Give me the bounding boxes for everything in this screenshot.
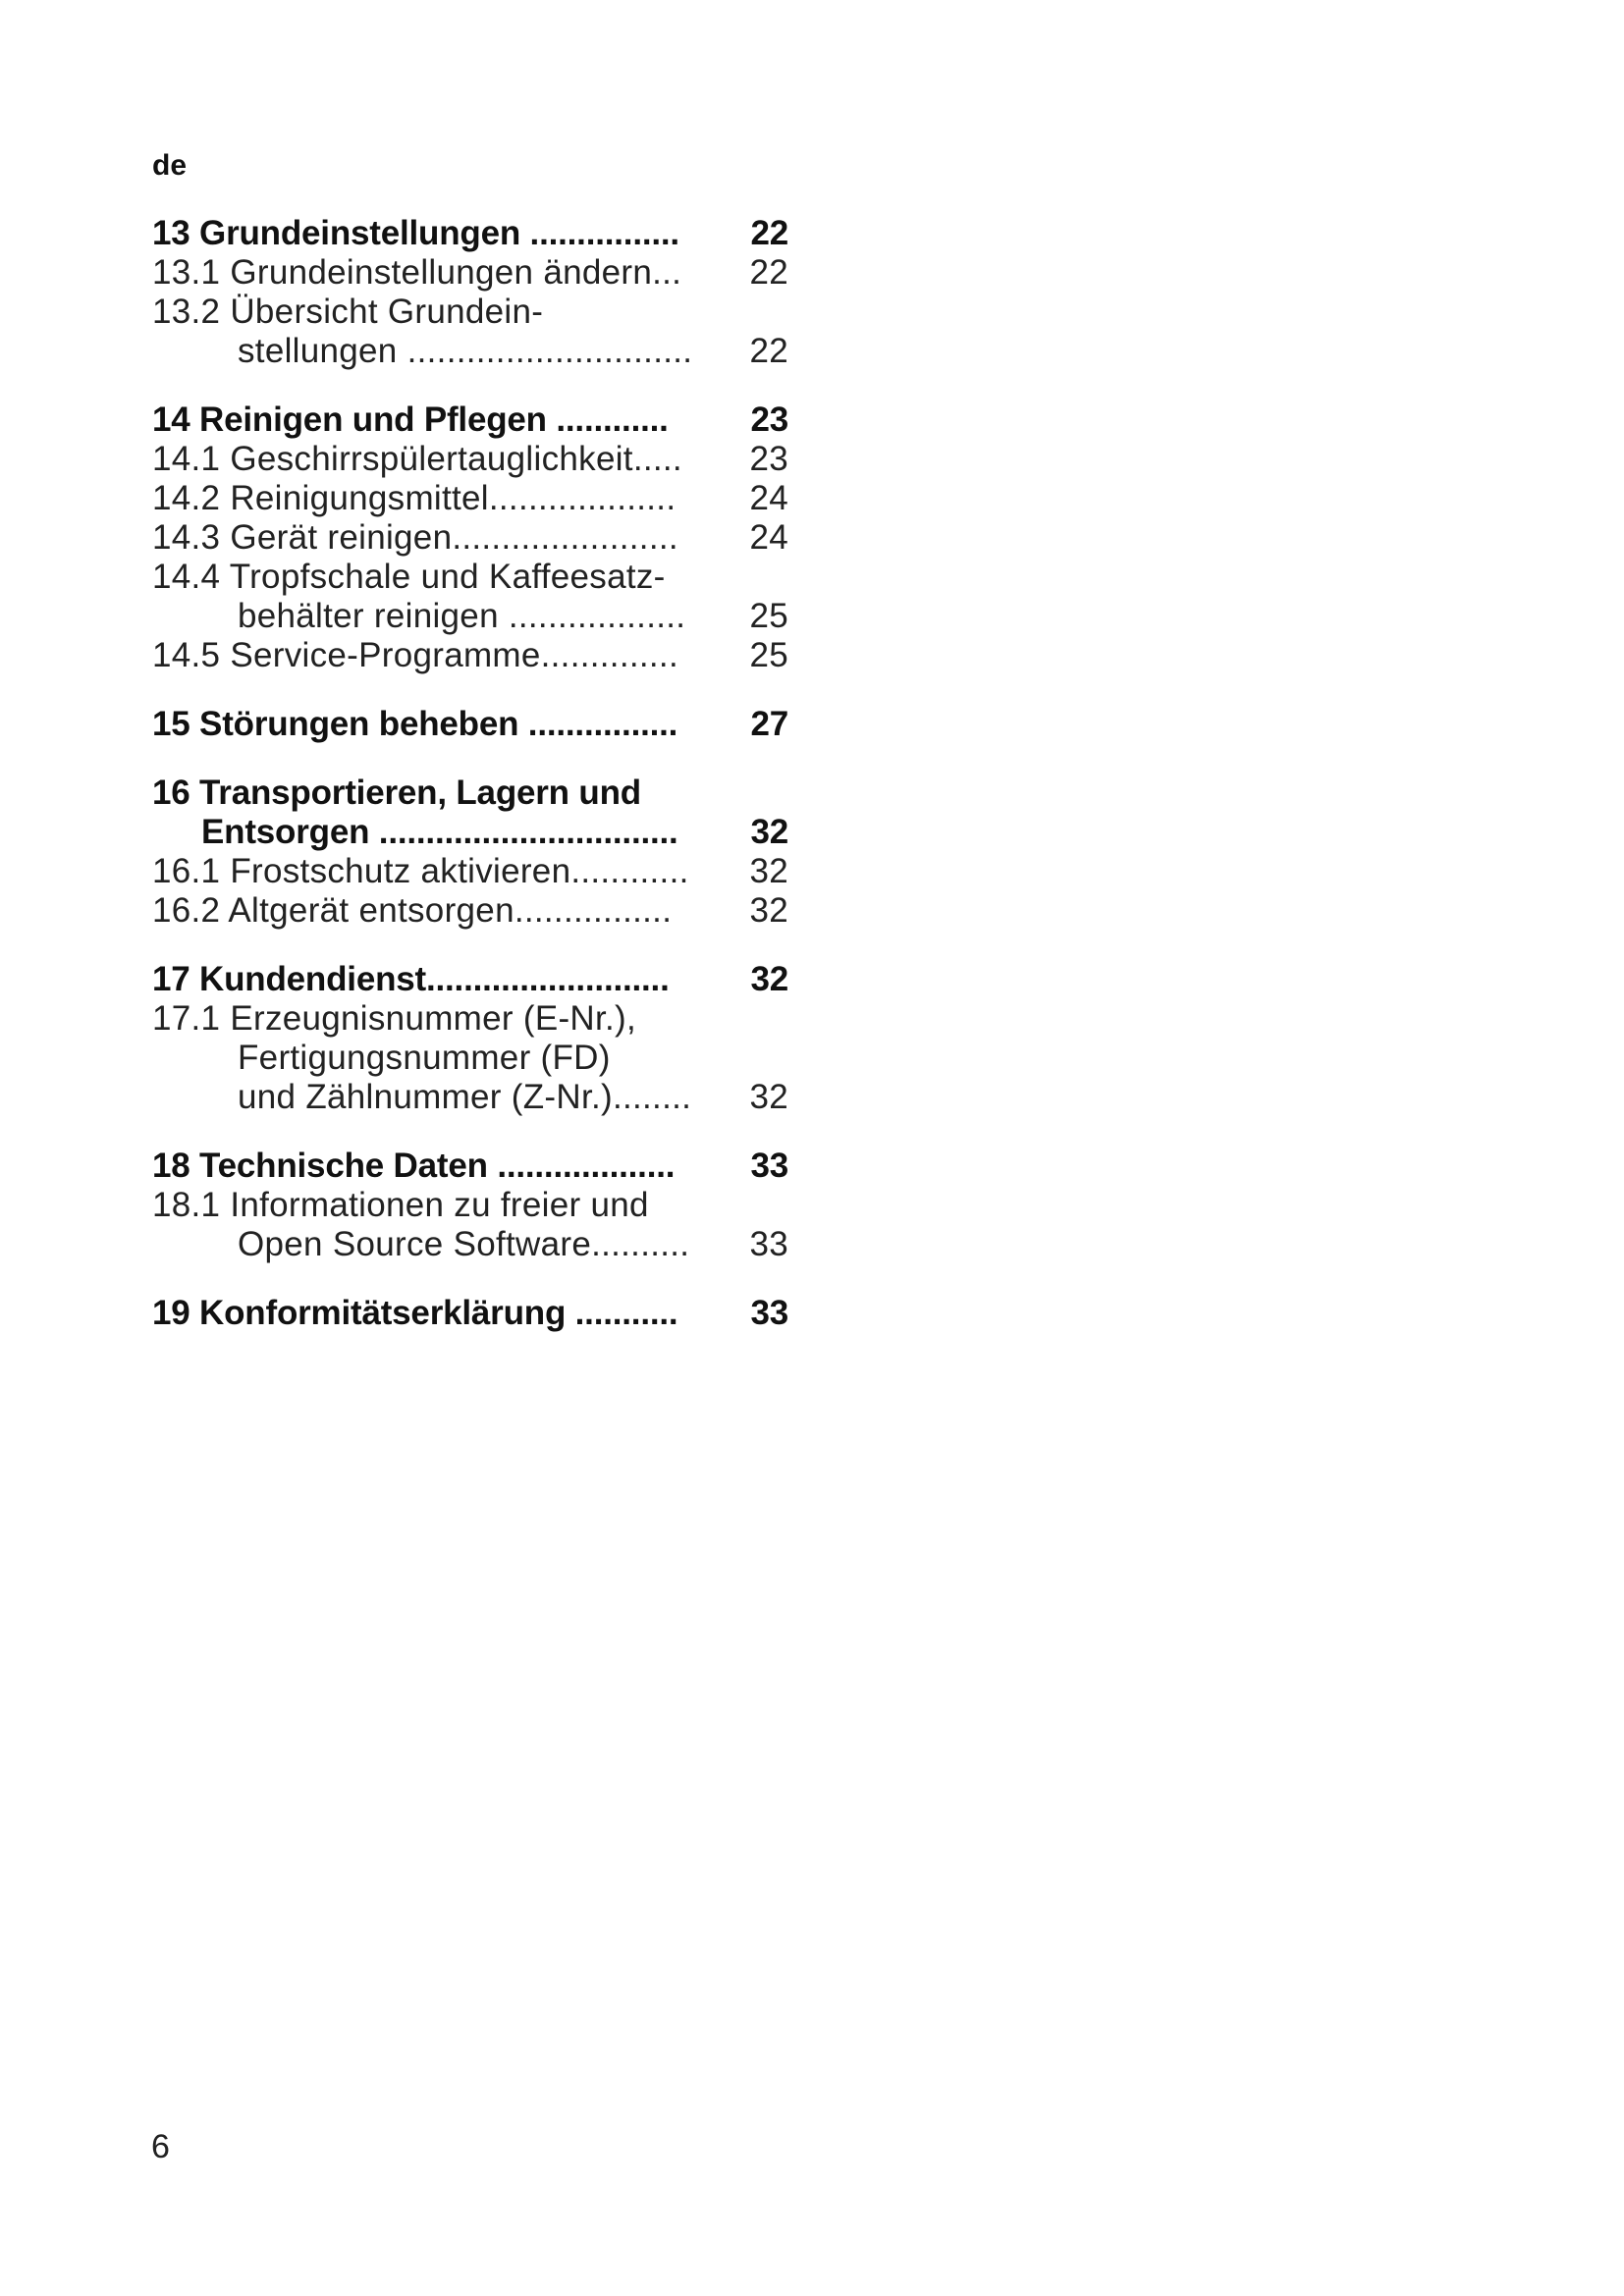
toc-entry-title: Entsorgen ................................ [201,813,678,851]
toc-entry-page: 32 [750,813,788,851]
toc-chapter-entry[interactable] [152,960,788,999]
toc-entry-page: 33 [750,1147,788,1185]
toc-entry-page: 32 [749,1078,788,1116]
page-number: 6 [151,2128,170,2165]
toc-entry-page: 24 [749,479,788,517]
toc-subsection-entry[interactable] [152,1225,788,1264]
toc-entry-title: 15 Störungen beheben ................ [152,705,678,743]
toc-entry-title: 13.2 Übersicht Grundein- [152,293,544,331]
toc-entry-title: 14.1 Geschirrspülertauglichkeit..... [152,440,682,478]
toc-entry-title: 16.2 Altgerät entsorgen................ [152,891,673,930]
toc-entry-title: und Zählnummer (Z-Nr.)........ [238,1078,692,1116]
toc-entry-title: Fertigungsnummer (FD) [238,1039,611,1077]
toc-entry-page: 32 [749,852,788,890]
toc-chapter-entry[interactable] [152,400,788,440]
toc-subsection-entry[interactable] [152,518,788,558]
toc-entry-title: 14.2 Reinigungsmittel................... [152,479,677,517]
toc-subsection-entry[interactable] [152,999,788,1039]
toc-chapter-entry[interactable] [152,813,788,852]
toc-entry-title: 14.4 Tropfschale und Kaffeesatz- [152,558,666,596]
toc-entry-title: 14.5 Service-Programme.............. [152,636,678,674]
toc-subsection-entry[interactable] [152,597,788,636]
toc-entry-title: 13.1 Grundeinstellungen ändern... [152,253,682,292]
toc-chapter-entry[interactable] [152,774,788,813]
toc-chapter-entry[interactable] [152,1147,788,1186]
toc-entry-page: 23 [749,440,788,478]
language-tag: de [152,149,188,182]
toc-subsection-entry[interactable] [152,1039,788,1078]
toc-section [152,214,788,371]
toc-subsection-entry[interactable] [152,479,788,518]
toc-entry-page: 33 [749,1225,788,1263]
toc-chapter-entry[interactable] [152,214,788,253]
toc-entry-title: 18.1 Informationen zu freier und [152,1186,649,1224]
toc-section [152,960,788,1117]
toc-entry-page: 25 [749,597,788,635]
toc-entry-title: 19 Konformitätserklärung ........... [152,1294,678,1332]
toc-section [152,774,788,931]
toc-entry-title: 14 Reinigen und Pflegen ............ [152,400,669,439]
toc-entry-page: 32 [750,960,788,998]
toc-section [152,1147,788,1264]
toc-subsection-entry[interactable] [152,253,788,293]
toc-entry-page: 22 [750,214,788,252]
toc-entry-title: stellungen ............................. [238,332,693,370]
toc-entry-page: 33 [750,1294,788,1332]
toc-subsection-entry[interactable] [152,1078,788,1117]
toc-entry-page: 25 [749,636,788,674]
toc-subsection-entry[interactable] [152,293,788,332]
toc-entry-title: 13 Grundeinstellungen ................ [152,214,679,252]
toc-subsection-entry[interactable] [152,636,788,675]
toc-entry-title: 17.1 Erzeugnisnummer (E-Nr.), [152,999,637,1038]
toc-entry-title: 16 Transportieren, Lagern und [152,774,641,812]
toc-subsection-entry[interactable] [152,852,788,891]
toc-subsection-entry[interactable] [152,440,788,479]
toc-entry-title: 16.1 Frostschutz aktivieren............ [152,852,689,890]
toc-section [152,400,788,675]
toc-subsection-entry[interactable] [152,332,788,371]
toc-entry-title: behälter reinigen .................. [238,597,686,635]
toc-entry-page: 32 [749,891,788,930]
toc-subsection-entry[interactable] [152,558,788,597]
table-of-contents [152,214,788,1362]
toc-entry-title: 14.3 Gerät reinigen....................... [152,518,678,557]
toc-subsection-entry[interactable] [152,891,788,931]
toc-entry-page: 23 [750,400,788,439]
toc-entry-page: 24 [749,518,788,557]
toc-entry-title: Open Source Software.......... [238,1225,690,1263]
toc-entry-page: 22 [749,253,788,292]
toc-chapter-entry[interactable] [152,705,788,744]
toc-entry-title: 18 Technische Daten ................... [152,1147,676,1185]
toc-section [152,1294,788,1333]
toc-subsection-entry[interactable] [152,1186,788,1225]
toc-entry-page: 22 [749,332,788,370]
toc-section [152,705,788,744]
toc-entry-title: 17 Kundendienst.......................... [152,960,670,998]
toc-chapter-entry[interactable] [152,1294,788,1333]
toc-entry-page: 27 [750,705,788,743]
